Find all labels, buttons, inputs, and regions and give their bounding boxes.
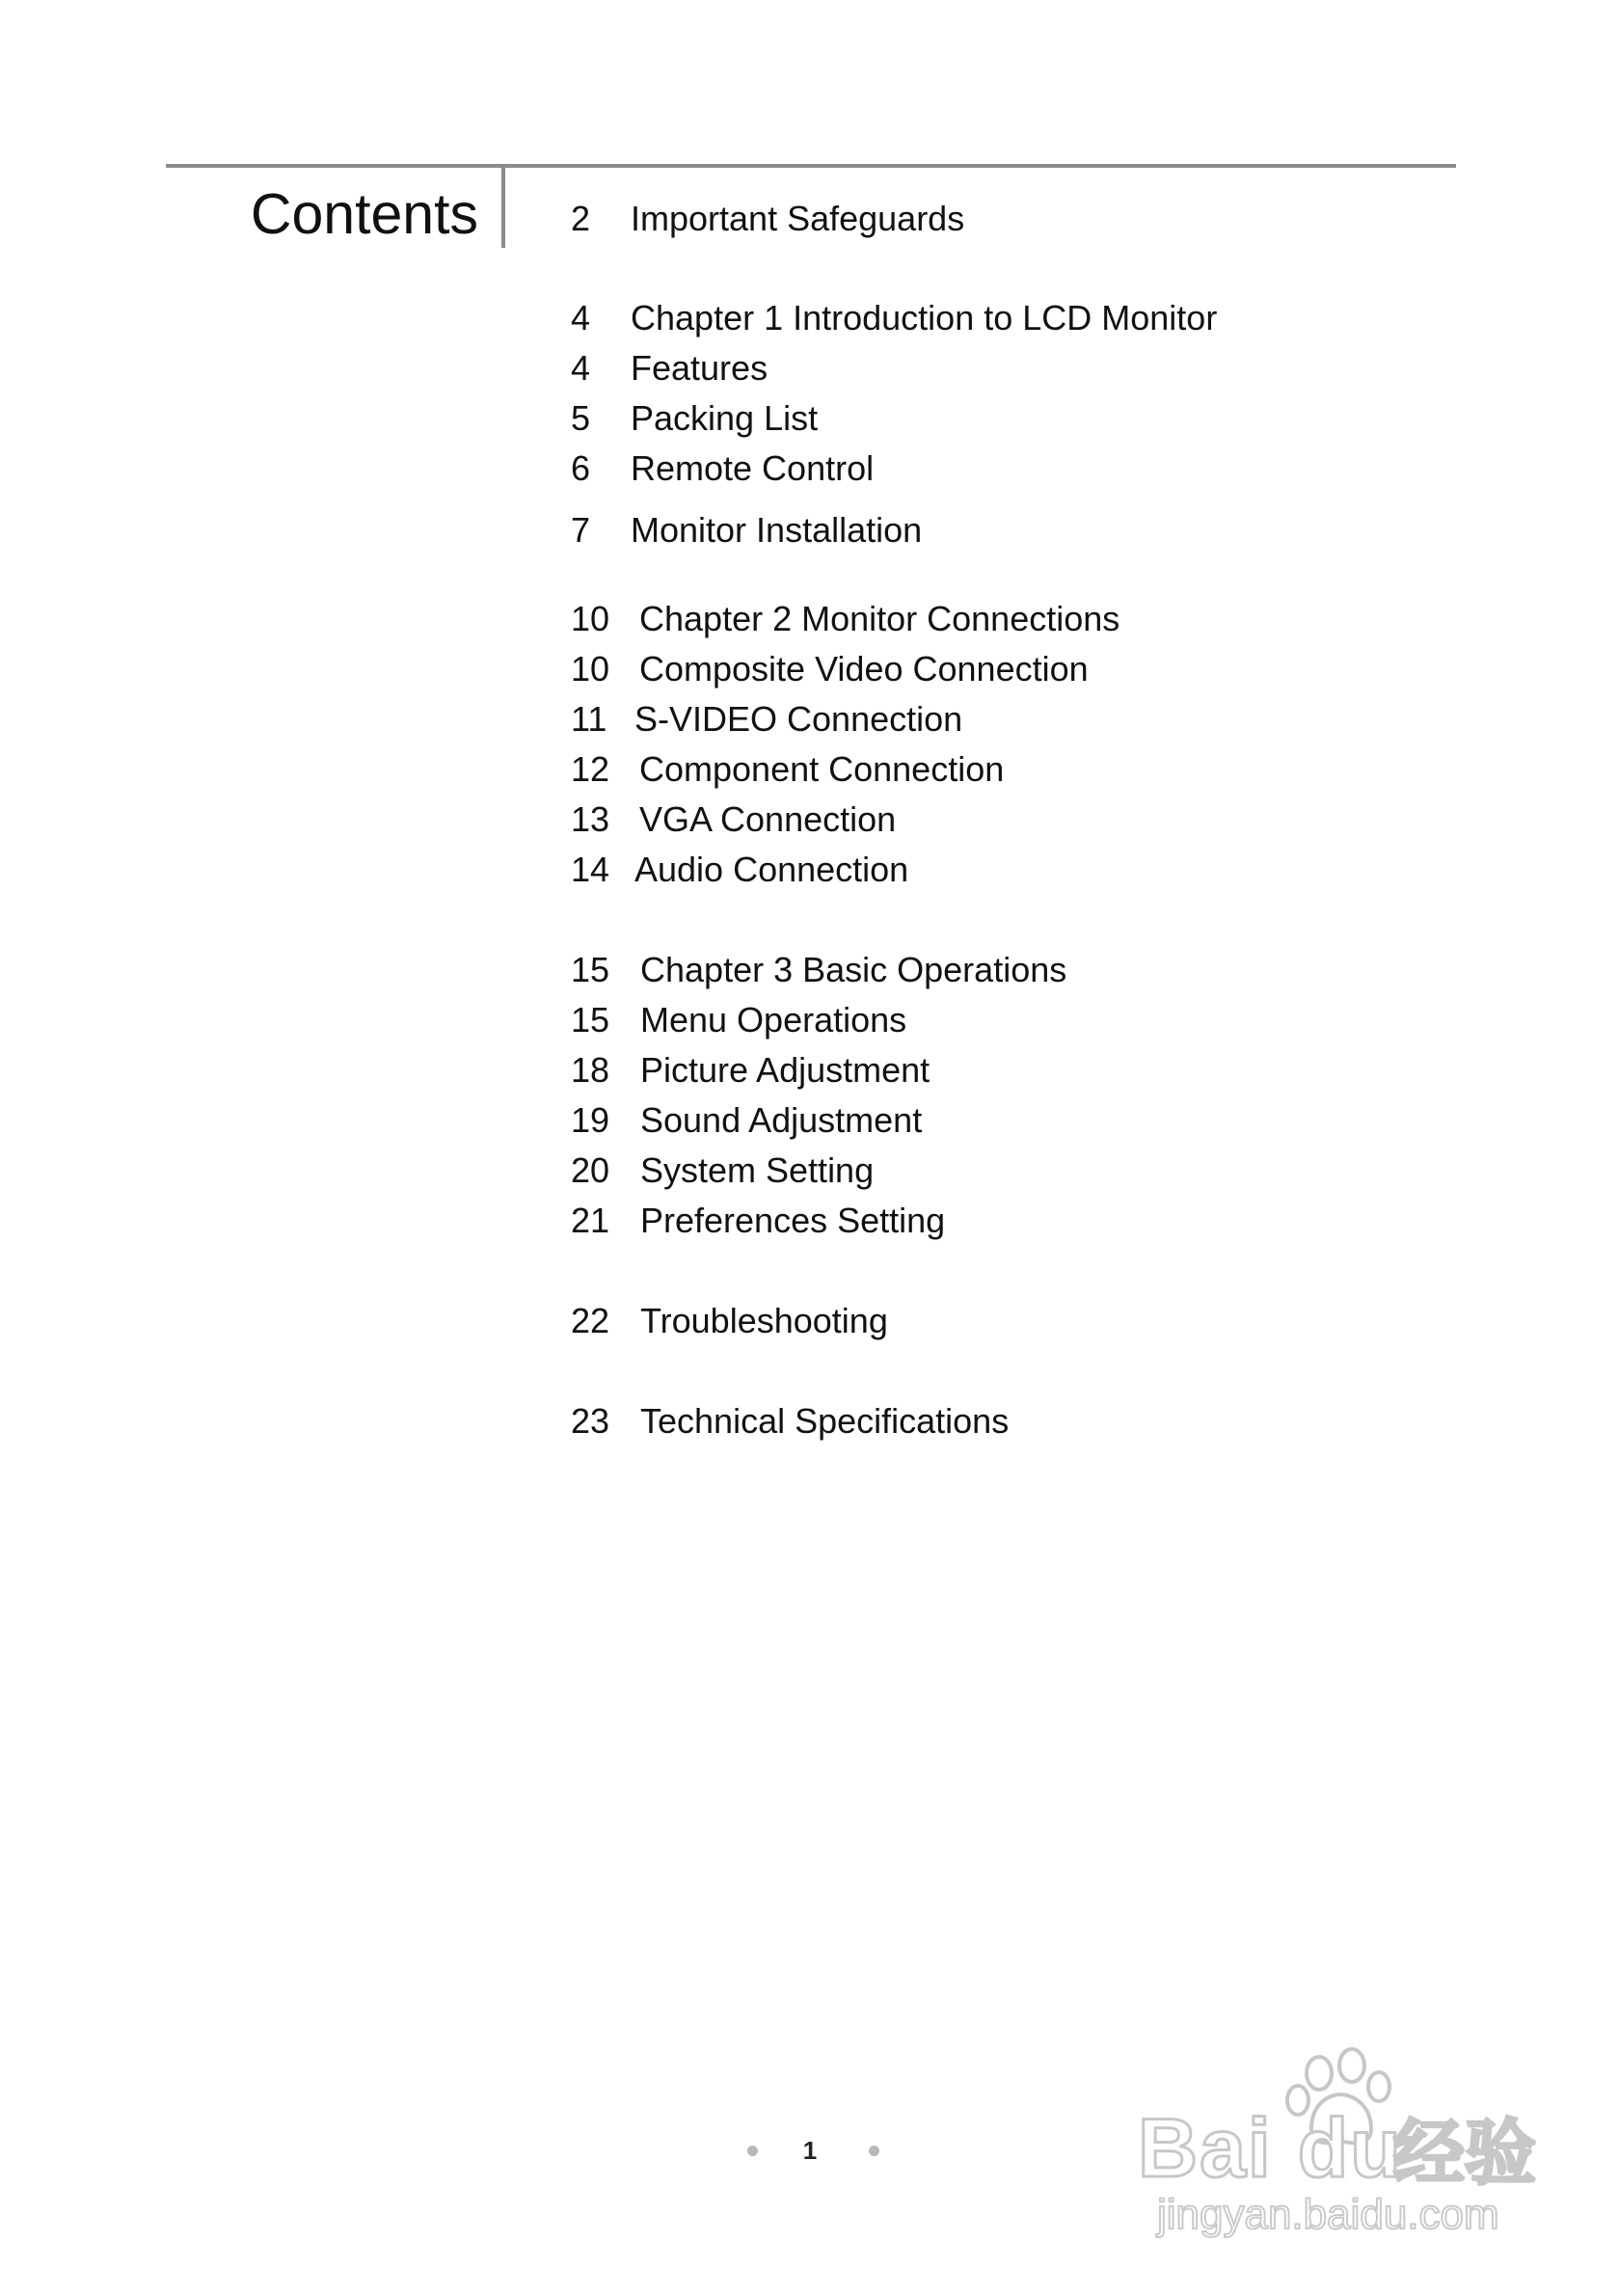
toc-entry (571, 696, 962, 743)
toc-entry (571, 746, 1004, 793)
toc-label: S-VIDEO Connection (634, 699, 963, 739)
toc-page-number: 13 (571, 799, 610, 839)
toc-page-number: 12 (571, 749, 610, 789)
toc-page-number: 20 (571, 1150, 610, 1190)
toc-entry (571, 1097, 922, 1144)
toc-label: Important Safeguards (631, 199, 965, 238)
watermark (1138, 2044, 1536, 2238)
toc-page-number: 15 (571, 1000, 610, 1040)
toc-label: Features (631, 348, 769, 388)
toc-label: Chapter 3 Basic Operations (640, 950, 1067, 989)
toc-entry (571, 295, 1217, 341)
toc-entry (571, 947, 1066, 993)
toc-label: Remote Control (631, 448, 875, 488)
toc-label: Monitor Installation (631, 510, 923, 550)
page-number: 1 (802, 2136, 818, 2165)
page-title: Contents (250, 182, 478, 246)
toc-entry (571, 847, 908, 893)
watermark-url: jingyan.baidu.com (1157, 2191, 1499, 2238)
footer-dot-icon (869, 2146, 879, 2156)
toc-label: Picture Adjustment (640, 1050, 930, 1090)
toc-entry (571, 1047, 930, 1094)
toc-entry (571, 196, 964, 242)
toc-label: Sound Adjustment (640, 1100, 923, 1140)
toc-entry (571, 1198, 945, 1244)
toc-label: Audio Connection (634, 850, 909, 889)
toc-label: Technical Specifications (640, 1401, 1010, 1441)
toc-page-number: 10 (571, 649, 610, 689)
toc-page-number: 19 (571, 1100, 610, 1140)
toc-label: Chapter 1 Introduction to LCD Monitor (631, 298, 1218, 338)
watermark-brand: Bai du (1138, 2102, 1403, 2195)
footer-dot-icon (747, 2146, 758, 2156)
toc-label: Preferences Setting (640, 1201, 946, 1240)
toc-page-number: 21 (571, 1201, 610, 1240)
toc-label: Troubleshooting (640, 1301, 888, 1340)
toc-page-number: 4 (571, 298, 591, 338)
toc-page-number: 18 (571, 1050, 610, 1090)
toc-entry (571, 1298, 888, 1344)
toc-label: Packing List (631, 398, 819, 438)
watermark-brand-cn: 经验 (1393, 2113, 1536, 2193)
toc-entry (571, 997, 906, 1043)
toc-page-number: 6 (571, 448, 591, 488)
toc-page-number: 2 (571, 199, 591, 238)
toc-page-number: 23 (571, 1401, 610, 1441)
toc-page-number: 7 (571, 510, 591, 550)
toc-label: Component Connection (639, 749, 1005, 789)
toc-entry (571, 395, 818, 442)
toc-page-number: 11 (571, 699, 607, 739)
toc-entry (571, 1398, 1009, 1445)
toc-label: Chapter 2 Monitor Connections (639, 599, 1120, 638)
toc-page-number: 4 (571, 348, 591, 388)
toc-label: VGA Connection (639, 799, 897, 839)
toc-page-number: 15 (571, 950, 610, 989)
toc-label: Menu Operations (640, 1000, 907, 1040)
toc-entry (571, 646, 1089, 692)
toc-entry (571, 345, 768, 392)
toc-page-number: 14 (571, 850, 610, 889)
toc-entry (571, 797, 896, 843)
toc-entry (571, 1148, 874, 1194)
toc-label: Composite Video Connection (639, 649, 1089, 689)
toc-entry (571, 507, 922, 554)
toc-entry (571, 596, 1119, 642)
toc-label: System Setting (640, 1150, 875, 1190)
toc-page-number: 22 (571, 1301, 610, 1340)
toc-page-number: 10 (571, 599, 610, 638)
toc-entry (571, 446, 874, 492)
toc-page-number: 5 (571, 398, 591, 438)
